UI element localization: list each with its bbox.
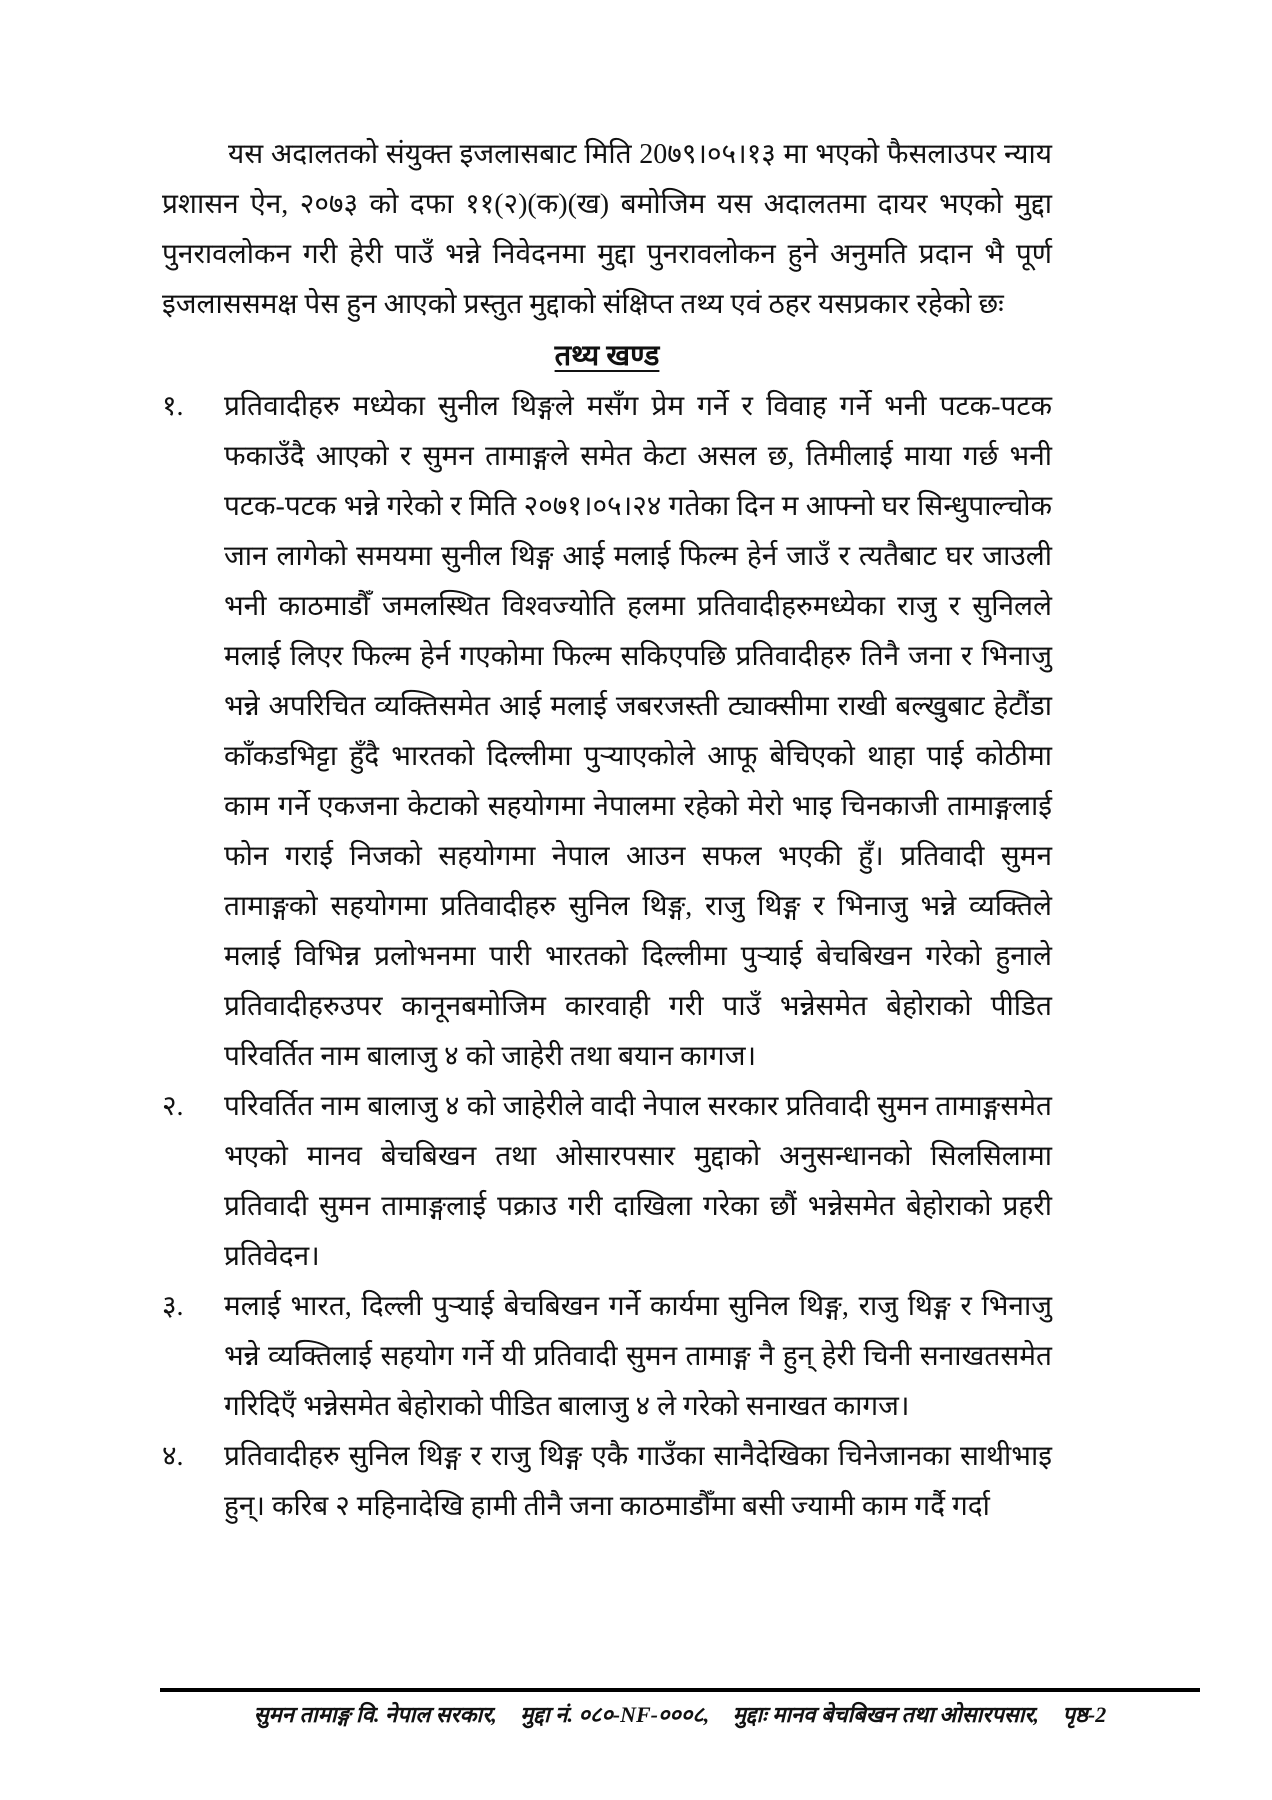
list-item	[162, 382, 1052, 1082]
list-item-number: ४.	[162, 1441, 184, 1472]
footer-page-number: पृष्ठ-2	[1062, 1702, 1107, 1727]
list-item-text: मलाई भारत, दिल्ली पुऱ्याई बेचबिखन गर्ने कार्यमा सुनिल थिङ्ग, राजु थिङ्ग र भिनाजु भन्ने व्यक्तिलाई सहयोग गर्ने यी प्रतिवादी सुमन तामाङ्ग नै हुन् हेरी चिनी सनाखतसमेत गरिदिएँ भन्नेसमेत बेहोराको पीडित बालाजु ४ ले गरेको सनाखत कागज।	[224, 1291, 1052, 1422]
list-item-text: प्रतिवादीहरु मध्येका सुनील थिङ्गले मसँग प्रेम गर्ने र विवाह गर्ने भनी पटक-पटक फकाउँदै आएको र सुमन तामाङ्गले समेत केटा असल छ, तिमीलाई माया गर्छ भनी पटक-पटक भन्ने गरेको र मिति २०७१।०५।२४ गतेका दिन म आफ्नो घर सिन्धुपाल्चोक जान लागेको समयमा सुनील थिङ्ग आई मलाई फिल्म हेर्न जाउँ र त्यतैबाट घर जाउली भनी काठमाडौँ जमलस्थित विश्वज्योति हलमा प्रतिवादीहरुमध्येका राजु र सुनिलले मलाई लिएर फिल्म हेर्न गएकोमा फिल्म सकिएपछि प्रतिवादीहरु तिनै जना र भिनाजु भन्ने अपरिचित व्यक्तिसमेत आई मलाई जबरजस्ती ट्याक्सीमा राखी बल्खुबाट हेटौंडा काँकडभिट्टा हुँदै भारतको दिल्लीमा पुऱ्याएकोले आफू बेचिएको थाहा पाई कोठीमा काम गर्ने एकजना केटाको सहयोगमा नेपालमा रहेको मेरो भाइ चिनकाजी तामाङ्गलाई फोन गराई निजको सहयोगमा नेपाल आउन सफल भएकी हुँ। प्रतिवादी सुमन तामाङ्गको सहयोगमा प्रतिवादीहरु सुनिल थिङ्ग, राजु थिङ्ग र भिनाजु भन्ने व्यक्तिले मलाई विभिन्न प्रलोभनमा पारी भारतको दिल्लीमा पुऱ्याई बेचबिखन गरेको हुनाले प्रतिवादीहरुउपर कानूनबमोजिम कारवाही गरी पाउँ भन्नेसमेत बेहोराको पीडित परिवर्तित नाम बालाजु ४ को जाहेरी तथा बयान कागज।	[224, 391, 1052, 1072]
list-item-number: ३.	[162, 1291, 184, 1322]
list-item-text: प्रतिवादीहरु सुनिल थिङ्ग र राजु थिङ्ग एकै गाउँका सानैदेखिका चिनेजानका साथीभाइ हुन्। करिब २ महिनादेखि हामी तीनै जना काठमाडौँमा बसी ज्यामी काम गर्दै गर्दा	[224, 1441, 1052, 1522]
section-heading: तथ्य खण्ड	[554, 340, 660, 372]
footer-divider	[160, 1688, 1200, 1692]
document-body	[162, 130, 1052, 1532]
list-item-number: १.	[162, 391, 184, 422]
footer-case-parties: सुमन तामाङ्ग वि. नेपाल सरकार,	[253, 1702, 497, 1727]
list-item	[162, 1082, 1052, 1282]
intro-paragraph: यस अदालतको संयुक्त इजलासबाट मिति 20७९।०५।१३ मा भएको फैसलाउपर न्याय प्रशासन ऐन, २०७३ को दफा ११(२)(क)(ख) बमोजिम यस अदालतमा दायर भएको मुद्दा पुनरावलोकन गरी हेरी पाउँ भन्ने निवेदनमा मुद्दा पुनरावलोकन हुने अनुमति प्रदान भै पूर्ण इजलाससमक्ष पेस हुन आएको प्रस्तुत मुद्दाको संक्षिप्त तथ्य एवं ठहर यसप्रकार रहेको छः	[162, 139, 1052, 320]
list-item	[162, 1282, 1052, 1432]
page-footer	[160, 1700, 1200, 1730]
footer-case-type: मुद्दाः मानव बेचबिखन तथा ओसारपसार,	[732, 1702, 1039, 1727]
list-item-number: २.	[162, 1091, 184, 1122]
footer-case-number: मुद्दा नं. ०८०-NF-०००८,	[520, 1702, 710, 1727]
list-item	[162, 1432, 1052, 1532]
list-item-text: परिवर्तित नाम बालाजु ४ को जाहेरीले वादी नेपाल सरकार प्रतिवादी सुमन तामाङ्गसमेत भएको मानव बेचबिखन तथा ओसारपसार मुद्दाको अनुसन्धानको सिलसिलामा प्रतिवादी सुमन तामाङ्गलाई पक्राउ गरी दाखिला गरेका छौं भन्नेसमेत बेहोराको प्रहरी प्रतिवेदन।	[224, 1091, 1052, 1272]
fact-list	[162, 382, 1052, 1532]
